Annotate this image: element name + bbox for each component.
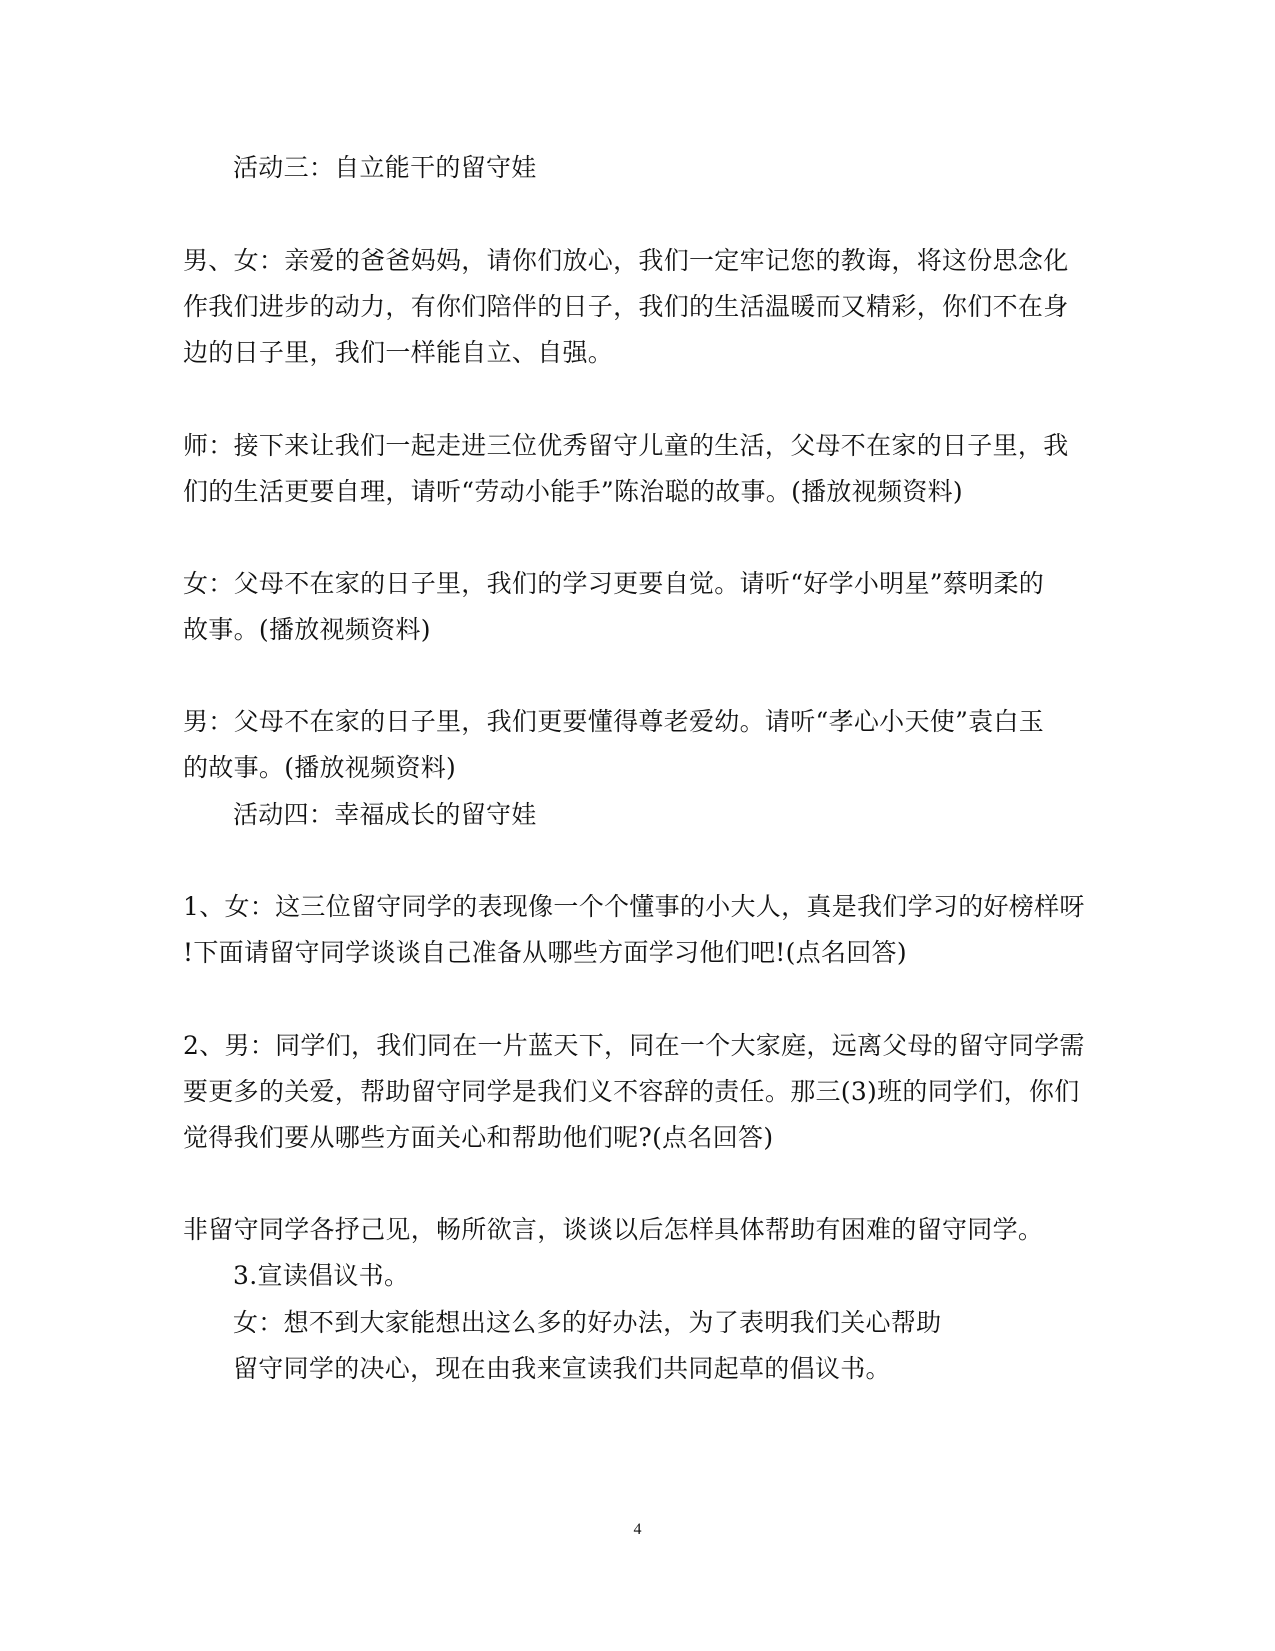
page-number: 4 — [633, 1521, 642, 1538]
heading-activity-three: 活动三：自立能干的留守娃 — [233, 153, 537, 182]
paragraph-line: 留守同学的决心，现在由我来宣读我们共同起草的倡议书。 — [233, 1354, 891, 1383]
paragraph-line: 女：父母不在家的日子里，我们的学习更要自觉。请听“好学小明星”蔡明柔的 — [183, 569, 1045, 598]
paragraph-line: 男：父母不在家的日子里，我们更要懂得尊老爱幼。请听“孝心小天使”袁白玉 — [183, 707, 1045, 736]
heading-activity-four: 活动四：幸福成长的留守娃 — [233, 800, 537, 829]
paragraph-line: 师：接下来让我们一起走进三位优秀留守儿童的生活，父母不在家的日子里，我 — [183, 431, 1069, 460]
paragraph-line: 女：想不到大家能想出这么多的好办法，为了表明我们关心帮助 — [233, 1308, 942, 1337]
paragraph-line: 男、女：亲爱的爸爸妈妈，请你们放心，我们一定牢记您的教诲，将这份思念化 — [183, 246, 1069, 275]
paragraph-line: 边的日子里，我们一样能自立、自强。 — [183, 338, 614, 367]
paragraph-line: 1、女：这三位留守同学的表现像一个个懂事的小大人，真是我们学习的好榜样呀 — [183, 892, 1085, 921]
paragraph-line: 作我们进步的动力，有你们陪伴的日子，我们的生活温暖而又精彩，你们不在身 — [183, 292, 1069, 321]
paragraph-line: 3.宣读倡议书。 — [233, 1261, 410, 1290]
paragraph-line: 2、男：同学们，我们同在一片蓝天下，同在一个大家庭，远离父母的留守同学需 — [183, 1031, 1085, 1060]
paragraph-line: 要更多的关爱，帮助留守同学是我们义不容辞的责任。那三(3)班的同学们，你们 — [183, 1077, 1080, 1106]
paragraph-line: 的故事。(播放视频资料) — [183, 753, 457, 782]
paragraph-line: 们的生活更要自理，请听“劳动小能手”陈治聪的故事。(播放视频资料) — [183, 477, 963, 506]
paragraph-line: 故事。(播放视频资料) — [183, 615, 431, 644]
paragraph-line: !下面请留守同学谈谈自己准备从哪些方面学习他们吧!(点名回答) — [183, 938, 907, 967]
paragraph-line: 非留守同学各抒己见，畅所欲言，谈谈以后怎样具体帮助有困难的留守同学。 — [183, 1215, 1044, 1244]
paragraph-line: 觉得我们要从哪些方面关心和帮助他们呢?(点名回答) — [183, 1123, 774, 1152]
